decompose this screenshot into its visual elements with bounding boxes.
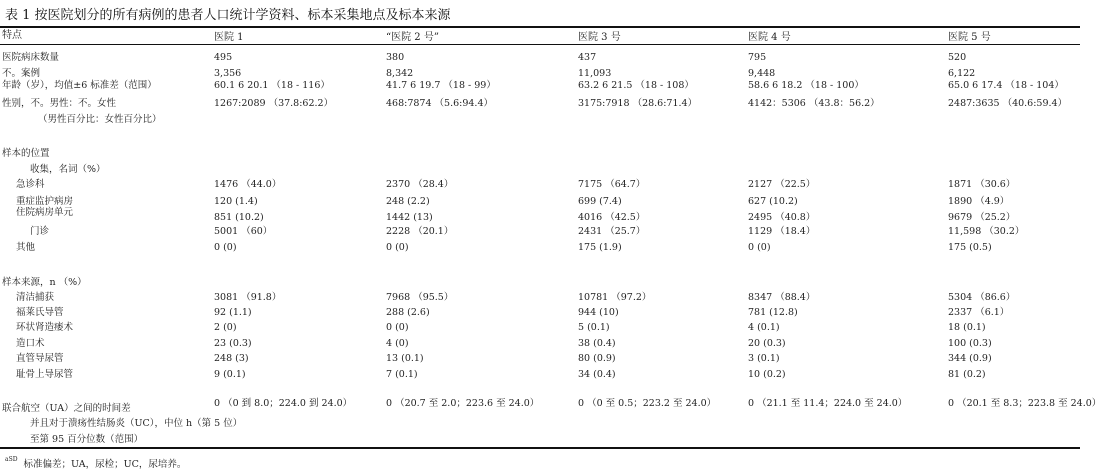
- cell-hospital-1: 9 (0.1): [214, 369, 246, 380]
- header-characteristic: 特点: [2, 30, 22, 41]
- cell-hospital-4: 1129 （18.4）: [748, 226, 816, 237]
- cell-hospital-2: 288 (2.6): [386, 307, 430, 318]
- cell-hospital-4: 8347 （88.4）: [748, 292, 816, 303]
- row-label: 耻骨上导尿管: [16, 369, 74, 380]
- cell-hospital-2: 7 (0.1): [386, 369, 418, 380]
- row-label: 性别，不。男性：不。女性: [2, 98, 117, 109]
- cell-hospital-4: 0 (0): [748, 242, 771, 253]
- section-label: 样本来源，n （%）: [2, 277, 87, 288]
- row-label: 不。案例: [2, 68, 41, 79]
- cell-hospital-1: 2 (0): [214, 322, 237, 333]
- header-hospital-1: 医院 1: [214, 32, 244, 43]
- cell-hospital-5: 344 (0.9): [948, 353, 992, 364]
- row-label: 急诊科: [16, 179, 45, 190]
- cell-hospital-1: 851 (10.2): [214, 212, 264, 223]
- row-label: 福莱氏导管: [16, 307, 64, 318]
- cell-hospital-2: 0 (0): [386, 242, 409, 253]
- row-label: 环状肾造瘘术: [16, 322, 74, 333]
- header-hospital-2: “医院 2 号”: [386, 32, 439, 43]
- cell-hospital-1: 120 (1.4): [214, 196, 258, 207]
- cell-hospital-5: 9679 （25.2）: [948, 212, 1016, 223]
- cell-hospital-2: 2370 （28.4）: [386, 179, 454, 190]
- header-hospital-5: 医院 5 号: [948, 32, 991, 43]
- header-hospital-4: 医院 4 号: [748, 32, 791, 43]
- cell-hospital-1: 248 (3): [214, 353, 249, 364]
- cell-hospital-3: 4016 （42.5）: [578, 212, 646, 223]
- cell-hospital-1: 1267:2089 （37.8:62.2）: [214, 98, 334, 109]
- cell-hospital-3: 2431 （25.7）: [578, 226, 646, 237]
- cell-hospital-3: 80 (0.9): [578, 353, 616, 364]
- table-title: 表 1 按医院划分的所有病例的患者人口统计学资料、标本采集地点及标本来源: [5, 8, 451, 23]
- cell-hospital-4: 3 (0.1): [748, 353, 780, 364]
- row-label: 联合航空（UA）之间的时间差: [2, 403, 131, 414]
- row-label: 收集，名词（%）: [30, 164, 106, 175]
- row-label: 直管导尿管: [16, 353, 64, 364]
- cell-hospital-4: 4 (0.1): [748, 322, 780, 333]
- top-rule: [0, 26, 1080, 28]
- cell-hospital-5: 11,598 （30.2）: [948, 226, 1025, 237]
- cell-hospital-4: 0 （21.1 至 11.4；224.0 至 24.0）: [748, 398, 908, 409]
- cell-hospital-2: 0 （20.7 至 2.0；223.6 至 24.0）: [386, 398, 540, 409]
- cell-hospital-2: 2228 （20.1）: [386, 226, 454, 237]
- cell-hospital-2: 468:7874 （5.6:94.4）: [386, 98, 493, 109]
- row-label: 医院病床数量: [2, 52, 60, 63]
- cell-hospital-4: 20 (0.3): [748, 338, 786, 349]
- cell-hospital-4: 9,448: [748, 68, 776, 79]
- footnote-mark: aSD: [5, 456, 18, 463]
- cell-hospital-5: 1890 （4.9）: [948, 196, 1010, 207]
- cell-hospital-4: 58.6 6 18.2 （18 - 100）: [748, 80, 864, 91]
- cell-hospital-3: 0 （0 至 0.5；223.2 至 24.0）: [578, 398, 717, 409]
- cell-hospital-2: 7968 （95.5）: [386, 292, 454, 303]
- row-label: 重症监护病房: [16, 196, 74, 207]
- cell-hospital-1: 92 (1.1): [214, 307, 252, 318]
- row-label: 至第 95 百分位数（范围）: [30, 434, 144, 445]
- bottom-rule: [0, 447, 1080, 449]
- cell-hospital-5: 100 (0.3): [948, 338, 992, 349]
- cell-hospital-5: 2337 （6.1）: [948, 307, 1010, 318]
- row-label: 门诊: [30, 226, 50, 237]
- cell-hospital-3: 63.2 6 21.5 （18 - 108）: [578, 80, 694, 91]
- cell-hospital-3: 175 (1.9): [578, 242, 622, 253]
- row-label: 年龄（岁），均值±6 标准差（范围）: [2, 80, 157, 91]
- cell-hospital-2: 4 (0): [386, 338, 409, 349]
- cell-hospital-3: 7175 （64.7）: [578, 179, 646, 190]
- cell-hospital-1: 0 (0): [214, 242, 237, 253]
- cell-hospital-5: 6,122: [948, 68, 976, 79]
- cell-hospital-1: 495: [214, 52, 233, 63]
- cell-hospital-1: 5001 （60）: [214, 226, 273, 237]
- footnote-text: 标准偏差；UA，尿检；UC，尿培养。: [23, 459, 187, 470]
- cell-hospital-5: 175 (0.5): [948, 242, 992, 253]
- cell-hospital-5: 65.0 6 17.4 （18 - 104）: [948, 80, 1064, 91]
- cell-hospital-2: 1442 (13): [386, 212, 433, 223]
- cell-hospital-4: 627 (10.2): [748, 196, 798, 207]
- cell-hospital-4: 781 (12.8): [748, 307, 798, 318]
- cell-hospital-4: 10 (0.2): [748, 369, 786, 380]
- cell-hospital-3: 3175:7918 （28.6:71.4）: [578, 98, 698, 109]
- cell-hospital-5: 0 （20.1 至 8.3；223.8 至 24.0）: [948, 398, 1101, 409]
- cell-hospital-5: 2487:3635 （40.6:59.4）: [948, 98, 1068, 109]
- cell-hospital-1: 3081 （91.8）: [214, 292, 282, 303]
- cell-hospital-1: 3,356: [214, 68, 242, 79]
- row-label: 其他: [16, 242, 36, 253]
- cell-hospital-1: 23 (0.3): [214, 338, 252, 349]
- cell-hospital-5: 520: [948, 52, 967, 63]
- cell-hospital-3: 11,093: [578, 68, 612, 79]
- cell-hospital-1: 60.1 6 20.1 （18 - 116）: [214, 80, 330, 91]
- cell-hospital-2: 41.7 6 19.7 （18 - 99）: [386, 80, 496, 91]
- cell-hospital-3: 10781 （97.2）: [578, 292, 652, 303]
- footnote: [5, 456, 186, 470]
- cell-hospital-2: 380: [386, 52, 405, 63]
- cell-hospital-5: 81 (0.2): [948, 369, 986, 380]
- cell-hospital-4: 2495 （40.8）: [748, 212, 816, 223]
- cell-hospital-1: 1476 （44.0）: [214, 179, 282, 190]
- cell-hospital-3: 38 (0.4): [578, 338, 616, 349]
- row-label: 清洁捕获: [16, 292, 55, 303]
- row-label: 住院病房单元: [16, 207, 74, 218]
- cell-hospital-2: 248 (2.2): [386, 196, 430, 207]
- cell-hospital-1: 0 （0 到 8.0；224.0 到 24.0）: [214, 398, 353, 409]
- row-label: 造口术: [16, 338, 45, 349]
- cell-hospital-3: 437: [578, 52, 597, 63]
- cell-hospital-2: 13 (0.1): [386, 353, 424, 364]
- cell-hospital-4: 4142：5306 （43.8：56.2）: [748, 98, 880, 109]
- cell-hospital-2: 0 (0): [386, 322, 409, 333]
- header-hospital-3: 医院 3 号: [578, 32, 621, 43]
- header-rule: [0, 44, 1080, 45]
- cell-hospital-4: 795: [748, 52, 767, 63]
- cell-hospital-3: 699 (7.4): [578, 196, 622, 207]
- cell-hospital-3: 34 (0.4): [578, 369, 616, 380]
- section-label: 样本的位置: [2, 148, 50, 159]
- row-label: （男性百分比：女性百分比）: [38, 114, 162, 125]
- cell-hospital-5: 1871 （30.6）: [948, 179, 1016, 190]
- cell-hospital-3: 5 (0.1): [578, 322, 610, 333]
- cell-hospital-3: 944 (10): [578, 307, 619, 318]
- cell-hospital-4: 2127 （22.5）: [748, 179, 816, 190]
- row-label: 并且对于溃疡性结肠炎（UC），中位 h（第 5 位）: [30, 418, 243, 429]
- cell-hospital-5: 5304 （86.6）: [948, 292, 1016, 303]
- cell-hospital-5: 18 (0.1): [948, 322, 986, 333]
- cell-hospital-2: 8,342: [386, 68, 414, 79]
